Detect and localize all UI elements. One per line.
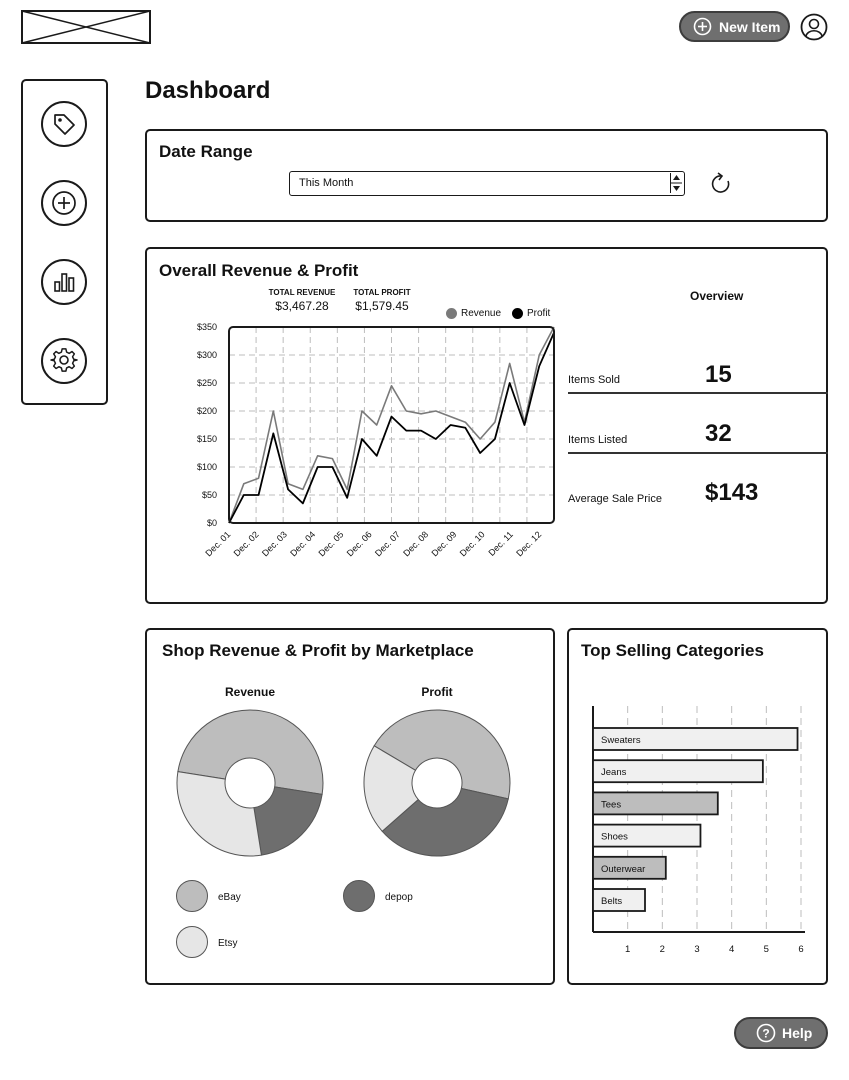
y-tick-label: $100 <box>196 462 217 472</box>
x-tick-label: Dec. 03 <box>259 529 289 559</box>
overview-title: Overview <box>690 289 744 303</box>
y-tick-label: $350 <box>196 322 217 332</box>
category-bar-label: Tees <box>601 799 622 811</box>
x-tick-label: Dec. 11 <box>486 529 516 558</box>
legend-revenue-swatch <box>446 308 457 319</box>
new-item-label: New Item <box>719 18 781 35</box>
page-title: Dashboard <box>145 77 271 104</box>
legend-depop-label: depop <box>385 892 413 903</box>
categories-card-title: Top Selling Categories <box>581 641 764 660</box>
spinner-arrows-icon <box>671 173 682 193</box>
revenue-series-line <box>229 327 554 523</box>
new-item-button[interactable] <box>679 11 790 42</box>
items-listed-value: 32 <box>705 420 732 447</box>
total-profit-value: $1,579.45 <box>355 299 409 313</box>
tag-icon <box>51 111 77 137</box>
legend-profit-label: Profit <box>527 308 551 319</box>
sidebar-item-settings[interactable] <box>41 338 87 384</box>
x-tick-label: Dec. 12 <box>514 529 544 559</box>
total-revenue-label: TOTAL REVENUE <box>268 288 336 297</box>
total-profit-label: TOTAL PROFIT <box>353 288 411 297</box>
x-tick-label: 4 <box>729 944 735 955</box>
x-tick-label: 6 <box>798 944 804 955</box>
y-tick-label: $150 <box>196 434 217 444</box>
avg-sale-price-label: Average Sale Price <box>568 493 662 505</box>
marketplace-card <box>145 628 555 985</box>
refresh-icon[interactable] <box>708 171 734 197</box>
legend-depop-swatch <box>343 880 375 912</box>
y-tick-label: $0 <box>206 518 217 528</box>
x-tick-label: 5 <box>763 944 769 955</box>
sidebar-item-analytics[interactable] <box>41 259 87 305</box>
x-tick-label: Dec. 09 <box>429 529 459 559</box>
marketplace-card-title: Shop Revenue & Profit by Marketplace <box>162 641 474 660</box>
sidebar-item-tags[interactable] <box>41 101 87 147</box>
logo-placeholder <box>21 10 151 44</box>
sidebar-item-add[interactable] <box>41 180 87 226</box>
help-label: Help <box>782 1025 813 1041</box>
x-tick-label: 2 <box>659 944 665 955</box>
y-tick-label: $250 <box>196 378 217 388</box>
items-sold-value: 15 <box>705 361 732 388</box>
gear-icon <box>50 347 78 375</box>
plus-circle-icon <box>50 189 78 217</box>
x-tick-label: Dec. 04 <box>288 529 318 559</box>
revenue-donut-chart <box>175 708 325 858</box>
x-tick-label: Dec. 08 <box>401 529 431 559</box>
help-button[interactable] <box>734 1017 828 1049</box>
total-revenue-value: $3,467.28 <box>275 299 329 313</box>
items-listed-label: Items Listed <box>568 434 628 446</box>
date-range-spinner[interactable] <box>670 173 682 193</box>
legend-ebay-swatch <box>176 880 208 912</box>
y-tick-label: $300 <box>196 350 217 360</box>
x-tick-label: Dec. 06 <box>344 529 374 559</box>
etsy-slice <box>177 772 261 856</box>
x-tick-label: Dec. 05 <box>316 529 346 559</box>
avg-sale-price-value: $143 <box>705 479 759 506</box>
stat-divider <box>568 392 828 394</box>
plot-frame <box>229 327 554 523</box>
legend-etsy-label: Etsy <box>218 938 238 949</box>
help-icon <box>756 1023 776 1043</box>
profit-donut-chart <box>362 708 512 858</box>
plus-circle-icon <box>693 17 712 36</box>
revenue-pie-title: Revenue <box>224 685 276 699</box>
revenue-profit-line-chart <box>177 319 567 569</box>
category-bar-label: Jeans <box>601 767 627 779</box>
legend-ebay-label: eBay <box>218 892 241 903</box>
sidebar <box>21 79 108 405</box>
profit-pie-title: Profit <box>421 685 453 699</box>
x-tick-label: 1 <box>625 944 631 955</box>
x-tick-label: Dec. 10 <box>457 529 487 559</box>
legend-etsy-swatch <box>176 926 208 958</box>
legend-revenue-label: Revenue <box>461 308 502 319</box>
items-sold-label: Items Sold <box>568 374 620 386</box>
x-tick-label: Dec. 01 <box>203 529 233 559</box>
user-avatar-icon[interactable] <box>800 13 828 41</box>
category-bar-label: Sweaters <box>601 735 641 746</box>
stat-divider <box>568 452 828 454</box>
x-tick-label: 3 <box>694 944 700 955</box>
revenue-profit-card <box>145 247 828 604</box>
date-range-select[interactable] <box>289 171 685 196</box>
date-range-title: Date Range <box>159 142 253 161</box>
date-range-value: This Month <box>299 177 354 189</box>
y-tick-label: $200 <box>196 406 217 416</box>
x-tick-label: Dec. 07 <box>372 529 402 559</box>
legend-profit-swatch <box>512 308 523 319</box>
category-bar-label: Outerwear <box>601 863 646 875</box>
y-tick-label: $50 <box>201 490 217 500</box>
x-tick-label: Dec. 02 <box>231 529 261 559</box>
date-range-card <box>145 129 828 222</box>
depop-slice <box>254 787 322 855</box>
category-bar-label: Belts <box>601 896 623 907</box>
categories-card <box>567 628 828 985</box>
bar-chart-icon <box>51 269 77 295</box>
categories-bar-chart <box>579 700 824 970</box>
category-bar-label: Shoes <box>601 831 628 843</box>
revenue-card-title: Overall Revenue & Profit <box>159 261 359 280</box>
svg-text:?: ? <box>762 1026 770 1041</box>
